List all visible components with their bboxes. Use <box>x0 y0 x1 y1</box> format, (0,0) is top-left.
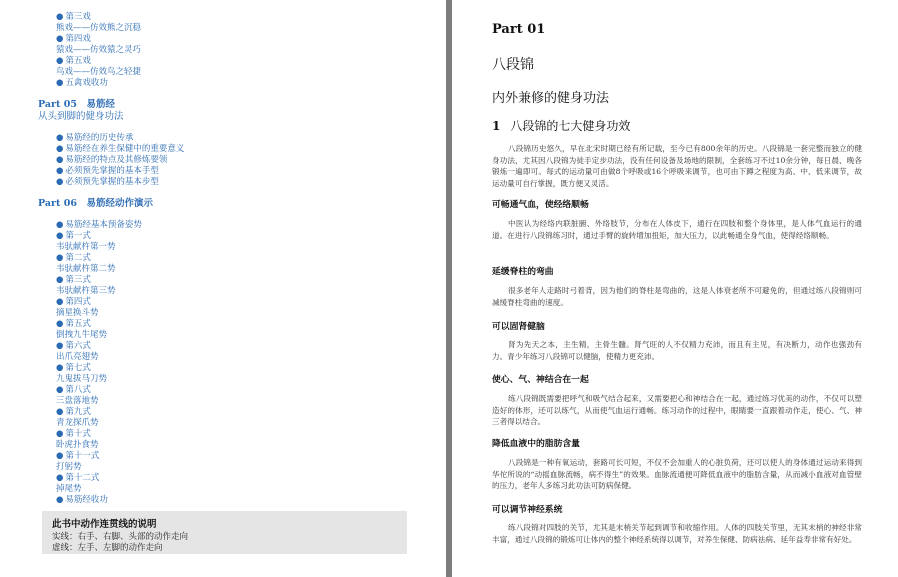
bullet-icon: ● <box>56 407 64 417</box>
bullet-icon: ● <box>56 177 64 187</box>
toc-item[interactable]: 熊戏——仿效熊之沉稳 <box>56 23 142 33</box>
bullet-icon: ● <box>56 473 64 483</box>
toc-item[interactable]: 掉尾势 <box>56 484 82 494</box>
intro-paragraph: 八段锦历史悠久，早在北宋时期已经有所记载，至今已有800余年的历史。八段锦是一套完整而独立的健身功法，尤其因八段锦为徒手定步功法，没有任何设备及场地的限制，全套练习不过10余分钟，每日晨、晚各锻炼一遍即可。每式的运动量可由做8个呼吸或16个呼吸来调节，也可由下蹲之程度为高、中、低来调节，故运动量可自行掌握，既方便又灵活。 <box>492 144 862 188</box>
toc-item[interactable]: ● 易筋经基本预备姿势 <box>56 220 142 230</box>
part-05-heading[interactable]: Part 05 易筋经 <box>38 99 115 110</box>
toc-item[interactable]: 九鬼拔马刀势 <box>56 374 108 384</box>
toc-item[interactable]: ● 第四式 <box>56 297 91 307</box>
toc-item[interactable]: 鸟戏——仿效鸟之轻捷 <box>56 67 142 77</box>
toc-item[interactable]: ● 第四戏 <box>56 34 91 44</box>
toc-item[interactable]: ● 第十一式 <box>56 451 100 461</box>
left-page <box>0 0 446 577</box>
benefit-paragraph: 练八段锦既需要把呼气和吸气结合起来，又需要把心和神结合在一起，通过练习优美的动作，不仅可以塑造好的体形，还可以练气，从而使气血运行通畅。练习动作的过程中，眼睛要一直跟着动作走，使心、气、神三者得以结合。 <box>492 394 862 426</box>
toc-item[interactable]: 猿戏——仿效猿之灵巧 <box>56 45 142 55</box>
toc-item[interactable]: 三盘落地势 <box>56 396 99 406</box>
bullet-icon: ● <box>56 12 64 22</box>
bullet-icon: ● <box>56 155 64 165</box>
benefit-heading: 延缓脊柱的弯曲 <box>492 267 554 277</box>
toc-item[interactable]: 打躬势 <box>56 462 82 472</box>
benefit-paragraph: 练八段锦对四肢的关节，尤其是末梢关节起到调节和收缩作用。人体的四肢关节里，无其末梢的神经非常丰富，通过八段锦的锻炼可让体内的整个神经系统得以调节，对养生保健、防病祛病、延年益寿非常有好处。 <box>492 523 862 544</box>
chapter-subtitle: 内外兼修的健身功法 <box>492 91 610 106</box>
toc-item[interactable]: 出爪亮翅势 <box>56 352 99 362</box>
toc-item[interactable]: ● 易筋经收功 <box>56 495 108 505</box>
bullet-icon: ● <box>56 34 64 44</box>
part-06-heading[interactable]: Part 06 易筋经动作演示 <box>38 198 153 209</box>
bullet-icon: ● <box>56 56 64 66</box>
bullet-icon: ● <box>56 451 64 461</box>
section-number: 1 <box>492 119 501 133</box>
bullet-icon: ● <box>56 385 64 395</box>
bullet-icon: ● <box>56 429 64 439</box>
toc-item[interactable]: ● 第五式 <box>56 319 91 329</box>
toc-item[interactable]: ● 易筋经的历史传承 <box>56 133 134 143</box>
bullet-icon: ● <box>56 319 64 329</box>
benefit-paragraph: 肾为先天之本，主生精，主骨生髓。肾气旺的人不仅精力充沛，而且有主见，有决断力，动作也强劲有力。青少年练习八段锦可以健脑，使精力更充沛。 <box>492 340 862 361</box>
benefit-paragraph: 很多老年人走路时弓着背，因为他们的脊柱是弯曲的，这是人体衰老所不可避免的，但通过练八段锦则可减缓脊柱弯曲的速度。 <box>492 286 862 307</box>
toc-item[interactable]: ● 易筋经在养生保健中的重要意义 <box>56 144 185 154</box>
bullet-icon: ● <box>56 78 64 88</box>
toc-item[interactable]: ● 第五戏 <box>56 56 91 66</box>
toc-item[interactable]: 韦驮献杵第二势 <box>56 264 116 274</box>
benefit-heading: 可畅通气血，使经络顺畅 <box>492 200 589 210</box>
legend-note-box <box>42 511 407 554</box>
note-dashed-line: 虚线：左手、左脚的动作走向 <box>52 543 163 553</box>
toc-item[interactable]: ● 五禽戏收功 <box>56 78 108 88</box>
toc-item[interactable]: ● 第二式 <box>56 253 91 263</box>
toc-item[interactable]: 韦驮献杵第一势 <box>56 242 116 252</box>
bullet-icon: ● <box>56 275 64 285</box>
bullet-icon: ● <box>56 297 64 307</box>
bullet-icon: ● <box>56 166 64 176</box>
toc-item[interactable]: ● 第九式 <box>56 407 91 417</box>
toc-item[interactable]: 卧虎扑食势 <box>56 440 99 450</box>
toc-item[interactable]: 韦驮献杵第三势 <box>56 286 116 296</box>
toc-item[interactable]: ● 第十式 <box>56 429 91 439</box>
benefit-heading: 可以调节神经系统 <box>492 505 563 515</box>
toc-item[interactable]: ● 必须预先掌握的基本手型 <box>56 166 159 176</box>
toc-item[interactable]: ● 第一式 <box>56 231 91 241</box>
bullet-icon: ● <box>56 363 64 373</box>
benefit-heading: 使心、气、神结合在一起 <box>492 375 589 385</box>
right-page <box>452 0 898 577</box>
benefit-heading: 降低血液中的脂肪含量 <box>492 439 580 449</box>
toc-item[interactable]: ● 必须预先掌握的基本步型 <box>56 177 159 187</box>
toc-item[interactable]: ● 第八式 <box>56 385 91 395</box>
toc-item[interactable]: ● 第三式 <box>56 275 91 285</box>
note-title: 此书中动作连贯线的说明 <box>52 519 157 530</box>
bullet-icon: ● <box>56 220 64 230</box>
toc-item[interactable]: ● 第三戏 <box>56 12 91 22</box>
bullet-icon: ● <box>56 253 64 263</box>
chapter-title: 八段锦 <box>492 57 534 73</box>
benefit-heading: 可以固肾健脑 <box>492 322 545 332</box>
toc-item[interactable]: 青龙探爪势 <box>56 418 99 428</box>
toc-item[interactable]: ● 第十二式 <box>56 473 100 483</box>
bullet-icon: ● <box>56 341 64 351</box>
toc-item[interactable]: 倒拽九牛尾势 <box>56 330 108 340</box>
toc-item[interactable]: ● 第七式 <box>56 363 91 373</box>
toc-item[interactable]: 摘星换斗势 <box>56 308 99 318</box>
benefit-paragraph: 中医认为经络内联脏腑、外络肢节，分布在人体皮下，通行在四肢和整个身体里，是人体气血运行的通道。在进行八段锦练习时，通过手臂的旋转增加扭矩，加大压力，以此畅通全身气血，使得经络顺畅。 <box>492 219 862 240</box>
bullet-icon: ● <box>56 133 64 143</box>
bullet-icon: ● <box>56 144 64 154</box>
bullet-icon: ● <box>56 495 64 505</box>
note-solid-line: 实线：右手、右脚、头部的动作走向 <box>52 532 189 542</box>
part-05-subtitle: 从头到脚的健身功法 <box>38 111 124 122</box>
section-title: 八段锦的七大健身功效 <box>510 119 631 133</box>
part-label: Part 01 <box>492 22 546 37</box>
toc-item[interactable]: ● 第六式 <box>56 341 91 351</box>
toc-item[interactable]: ● 易筋经的特点及其修炼要领 <box>56 155 168 165</box>
section-heading <box>492 117 630 134</box>
bullet-icon: ● <box>56 231 64 241</box>
benefit-paragraph: 八段锦是一种有氧运动，套路可长可短，不仅不会加重人的心脏负荷，还可以使人的身体通过运动来得到华佗所说的“动摇血脉流畅，病不得生”的效果。血脉流通便可降低血液中的脂肪含量，从而减小血液对血管壁的压力，老年人多练习此功法可防病保健。 <box>492 458 862 490</box>
